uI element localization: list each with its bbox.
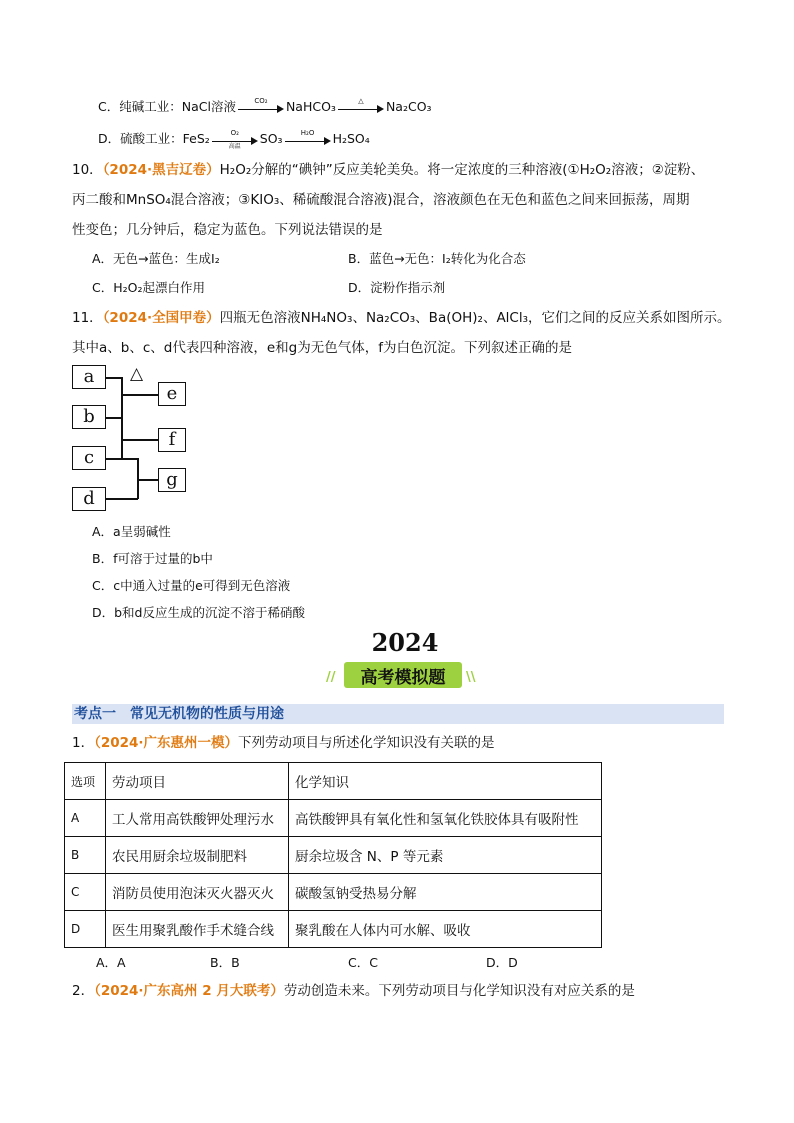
wire <box>105 417 122 419</box>
heat-triangle-icon: △ <box>130 364 144 384</box>
q2-line <box>72 981 635 1001</box>
q10-number: 10． <box>72 162 103 178</box>
wire <box>121 458 138 460</box>
table-row <box>65 874 602 911</box>
q10-line1 <box>72 160 704 180</box>
arrow-icon: H₂O <box>285 133 331 147</box>
box-a: a <box>72 365 106 389</box>
q10-text-2: 丙二酸和MnSO₄混合溶液；③KIO₃、稀硫酸混合溶液)混合，溶液颜色在无色和蓝色之间来回振荡，周期 <box>72 192 690 208</box>
q10-option-c: C．H₂O₂起漂白作用 <box>92 280 205 295</box>
arrow-icon: △ <box>338 101 384 115</box>
option-d-line <box>98 130 370 148</box>
banner-title: 高考模拟题 <box>360 668 446 688</box>
box-e: e <box>158 382 186 406</box>
q1-option-c: C．C <box>348 955 378 970</box>
q11-source: （2024·全国甲卷） <box>102 310 220 326</box>
q1-text: 下列劳动项目与所述化学知识没有关联的是 <box>238 735 495 751</box>
header-cell: 劳动项目 <box>106 763 289 800</box>
q1-option-b: B．B <box>210 955 240 970</box>
q11-number: 11． <box>72 310 103 326</box>
arrow-icon: CO₂ <box>238 101 284 115</box>
q11-option-c: C．c中通入过量的e可得到无色溶液 <box>92 578 291 593</box>
q10-source: （2024·黑吉辽卷） <box>102 162 220 178</box>
banner-year: 2024 <box>371 628 439 657</box>
option-c-mid: NaHCO₃ <box>285 99 336 114</box>
table-cell: 工人常用高铁酸钾处理污水 <box>106 800 289 837</box>
table-cell: B <box>65 837 106 874</box>
q1-option-d: D．D <box>486 955 518 970</box>
slash-decoration-icon: // <box>326 670 336 685</box>
q1-line <box>72 733 495 753</box>
q2-source: （2024·广东高州 2 月大联考） <box>94 983 284 999</box>
table-cell: C <box>65 874 106 911</box>
q11-option-b: B．f可溶于过量的b中 <box>92 551 213 566</box>
q10-option-b: B．蓝色→无色：I₂转化为化合态 <box>348 251 526 266</box>
q11-line1 <box>72 308 731 328</box>
table-cell: 厨余垃圾含 N、P 等元素 <box>289 837 602 874</box>
q11-option-a: A．a呈弱碱性 <box>92 524 171 539</box>
table-row <box>65 837 602 874</box>
table-cell: A <box>65 800 106 837</box>
q2-number: 2． <box>72 983 95 999</box>
q10-option-d: D．淀粉作指示剂 <box>348 280 446 295</box>
q10-text-3: 性变色；几分钟后，稳定为蓝色。下列说法错误的是 <box>72 222 383 238</box>
option-c-line <box>98 98 432 116</box>
q11-text-1: 四瓶无色溶液NH₄NO₃、Na₂CO₃、Ba(OH)₂、AlCl₃，它们之间的反应关系如图所示。 <box>219 310 731 326</box>
wire <box>105 498 138 500</box>
table-row <box>65 800 602 837</box>
topic-heading: 考点一 常见无机物的性质与用途 <box>72 704 724 724</box>
wire <box>105 458 122 460</box>
wire <box>121 377 123 418</box>
box-g: g <box>158 468 186 492</box>
table-cell: 农民用厨余垃圾制肥料 <box>106 837 289 874</box>
q2-text: 劳动创造未来。下列劳动项目与化学知识没有对应关系的是 <box>283 983 635 999</box>
wire <box>121 417 123 459</box>
box-f: f <box>158 428 186 452</box>
header-cell: 化学知识 <box>289 763 602 800</box>
header-cell: 选项 <box>65 763 106 800</box>
wire <box>137 479 159 481</box>
q1-option-a: A．A <box>96 955 126 970</box>
box-c: c <box>72 446 106 470</box>
table-cell: 消防员使用泡沫灭火器灭火 <box>106 874 289 911</box>
table-row <box>65 911 602 948</box>
option-c-end: Na₂CO₃ <box>385 99 432 114</box>
table-cell: 碳酸氢钠受热易分解 <box>289 874 602 911</box>
option-d-mid: SO₃ <box>259 131 283 146</box>
wire <box>121 394 159 396</box>
slash-decoration-icon: \\ <box>466 670 476 685</box>
q1-table <box>64 762 602 948</box>
box-d: d <box>72 487 106 511</box>
q1-source: （2024·广东惠州一模） <box>94 735 239 751</box>
wire <box>121 439 159 441</box>
q11-option-d: D．b和d反应生成的沉淀不溶于稀硝酸 <box>92 605 305 620</box>
wire <box>105 377 122 379</box>
arrow-icon: O₂ 高温 <box>212 133 258 147</box>
table-cell: 聚乳酸在人体内可水解、吸收 <box>289 911 602 948</box>
q1-number: 1． <box>72 735 95 751</box>
option-d-label: D．硫酸工业：FeS₂ <box>98 131 210 146</box>
q11-text-2: 其中a、b、c、d代表四种溶液，e和g为无色气体，f为白色沉淀。下列叙述正确的是 <box>72 340 572 356</box>
box-b: b <box>72 405 106 429</box>
table-cell: 医生用聚乳酸作手术缝合线 <box>106 911 289 948</box>
table-header-row <box>65 763 602 800</box>
q10-option-a: A．无色→蓝色：生成I₂ <box>92 251 220 266</box>
table-cell: D <box>65 911 106 948</box>
q10-text-1: H₂O₂分解的“碘钟”反应美轮美奂。将一定浓度的三种溶液(①H₂O₂溶液；②淀粉、 <box>219 162 705 178</box>
option-d-end: H₂SO₄ <box>332 131 370 146</box>
table-cell: 高铁酸钾具有氧化性和氢氧化铁胶体具有吸附性 <box>289 800 602 837</box>
option-c-label: C．纯碱工业：NaCl溶液 <box>98 99 236 114</box>
